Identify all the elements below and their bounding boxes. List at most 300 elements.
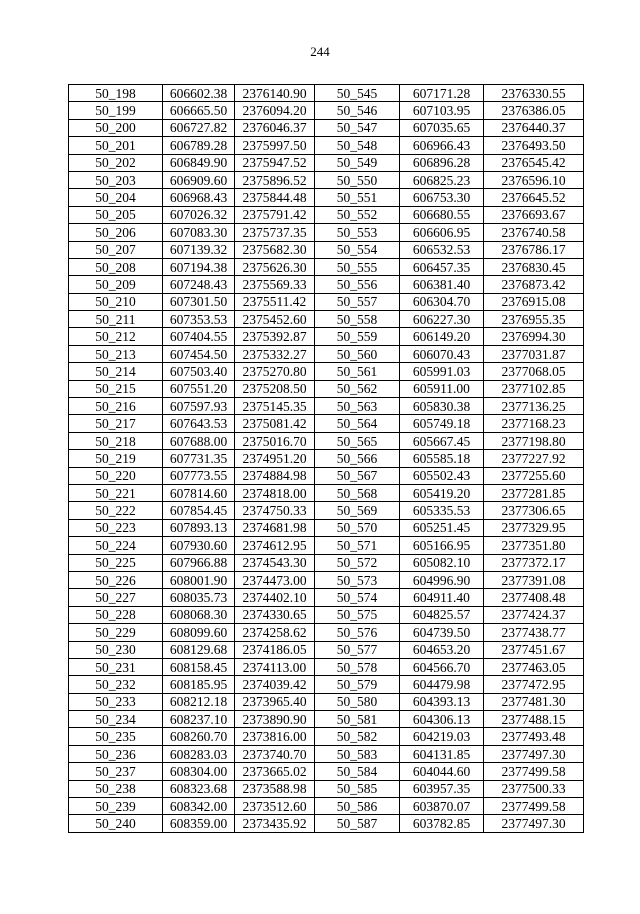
x-left-cell: 606665.50 xyxy=(163,102,235,119)
point-id-left-cell: 50_210 xyxy=(69,293,163,310)
point-id-right-cell: 50_556 xyxy=(315,276,400,293)
point-id-left-cell: 50_226 xyxy=(69,571,163,588)
x-left-cell: 608260.70 xyxy=(163,728,235,745)
x-right-cell: 606304.70 xyxy=(400,293,484,310)
y-left-cell: 2374750.33 xyxy=(235,502,315,519)
point-id-right-cell: 50_548 xyxy=(315,137,400,154)
y-right-cell: 2377499.58 xyxy=(484,763,584,780)
y-left-cell: 2373965.40 xyxy=(235,693,315,710)
x-left-cell: 607773.55 xyxy=(163,467,235,484)
x-left-cell: 608212.18 xyxy=(163,693,235,710)
table-row xyxy=(69,693,584,710)
x-left-cell: 606849.90 xyxy=(163,154,235,171)
y-right-cell: 2377031.87 xyxy=(484,345,584,362)
table-row xyxy=(69,658,584,675)
point-id-right-cell: 50_553 xyxy=(315,224,400,241)
table-row xyxy=(69,276,584,293)
table-row xyxy=(69,328,584,345)
table-row xyxy=(69,224,584,241)
y-left-cell: 2376140.90 xyxy=(235,85,315,102)
y-left-cell: 2375270.80 xyxy=(235,363,315,380)
table-row xyxy=(69,815,584,832)
table-row xyxy=(69,241,584,258)
x-left-cell: 606968.43 xyxy=(163,189,235,206)
x-left-cell: 606909.60 xyxy=(163,171,235,188)
table-row xyxy=(69,745,584,762)
point-id-left-cell: 50_239 xyxy=(69,798,163,815)
y-left-cell: 2375452.60 xyxy=(235,311,315,328)
y-left-cell: 2373665.02 xyxy=(235,763,315,780)
x-left-cell: 607814.60 xyxy=(163,484,235,501)
x-left-cell: 607026.32 xyxy=(163,206,235,223)
y-left-cell: 2375947.52 xyxy=(235,154,315,171)
point-id-left-cell: 50_213 xyxy=(69,345,163,362)
point-id-left-cell: 50_214 xyxy=(69,363,163,380)
table-row xyxy=(69,137,584,154)
y-left-cell: 2374039.42 xyxy=(235,676,315,693)
x-left-cell: 606789.28 xyxy=(163,137,235,154)
x-left-cell: 607643.53 xyxy=(163,415,235,432)
point-id-right-cell: 50_582 xyxy=(315,728,400,745)
y-right-cell: 2376786.17 xyxy=(484,241,584,258)
point-id-right-cell: 50_554 xyxy=(315,241,400,258)
y-left-cell: 2374402.10 xyxy=(235,589,315,606)
y-left-cell: 2373588.98 xyxy=(235,780,315,797)
y-left-cell: 2373512.60 xyxy=(235,798,315,815)
x-right-cell: 604044.60 xyxy=(400,763,484,780)
point-id-left-cell: 50_224 xyxy=(69,537,163,554)
table-row xyxy=(69,711,584,728)
point-id-right-cell: 50_558 xyxy=(315,311,400,328)
x-right-cell: 607035.65 xyxy=(400,119,484,136)
point-id-left-cell: 50_221 xyxy=(69,484,163,501)
y-right-cell: 2376740.58 xyxy=(484,224,584,241)
point-id-right-cell: 50_559 xyxy=(315,328,400,345)
point-id-left-cell: 50_228 xyxy=(69,606,163,623)
x-left-cell: 607194.38 xyxy=(163,258,235,275)
y-right-cell: 2376830.45 xyxy=(484,258,584,275)
point-id-left-cell: 50_207 xyxy=(69,241,163,258)
point-id-left-cell: 50_227 xyxy=(69,589,163,606)
x-left-cell: 607930.60 xyxy=(163,537,235,554)
x-right-cell: 606457.35 xyxy=(400,258,484,275)
y-right-cell: 2377499.58 xyxy=(484,798,584,815)
x-left-cell: 607597.93 xyxy=(163,398,235,415)
x-left-cell: 608342.00 xyxy=(163,798,235,815)
table-row xyxy=(69,311,584,328)
x-right-cell: 605502.43 xyxy=(400,467,484,484)
point-id-right-cell: 50_578 xyxy=(315,658,400,675)
point-id-right-cell: 50_568 xyxy=(315,484,400,501)
x-right-cell: 604393.13 xyxy=(400,693,484,710)
y-left-cell: 2373890.90 xyxy=(235,711,315,728)
y-right-cell: 2377136.25 xyxy=(484,398,584,415)
x-right-cell: 603957.35 xyxy=(400,780,484,797)
coordinates-table xyxy=(68,84,584,833)
point-id-left-cell: 50_198 xyxy=(69,85,163,102)
x-right-cell: 605082.10 xyxy=(400,554,484,571)
point-id-right-cell: 50_580 xyxy=(315,693,400,710)
y-left-cell: 2373740.70 xyxy=(235,745,315,762)
point-id-right-cell: 50_585 xyxy=(315,780,400,797)
point-id-left-cell: 50_238 xyxy=(69,780,163,797)
y-right-cell: 2377424.37 xyxy=(484,606,584,623)
table-row xyxy=(69,589,584,606)
x-left-cell: 607551.20 xyxy=(163,380,235,397)
y-right-cell: 2377408.48 xyxy=(484,589,584,606)
point-id-right-cell: 50_551 xyxy=(315,189,400,206)
y-left-cell: 2375511.42 xyxy=(235,293,315,310)
x-left-cell: 606727.82 xyxy=(163,119,235,136)
table-row xyxy=(69,345,584,362)
y-right-cell: 2377463.05 xyxy=(484,658,584,675)
point-id-left-cell: 50_225 xyxy=(69,554,163,571)
x-left-cell: 607893.13 xyxy=(163,519,235,536)
table-row xyxy=(69,798,584,815)
x-left-cell: 607854.45 xyxy=(163,502,235,519)
point-id-right-cell: 50_567 xyxy=(315,467,400,484)
y-left-cell: 2375569.33 xyxy=(235,276,315,293)
y-right-cell: 2376994.30 xyxy=(484,328,584,345)
y-right-cell: 2377306.65 xyxy=(484,502,584,519)
y-left-cell: 2374258.62 xyxy=(235,624,315,641)
point-id-right-cell: 50_547 xyxy=(315,119,400,136)
table-row xyxy=(69,606,584,623)
x-left-cell: 608185.95 xyxy=(163,676,235,693)
table-row xyxy=(69,537,584,554)
point-id-right-cell: 50_570 xyxy=(315,519,400,536)
point-id-right-cell: 50_581 xyxy=(315,711,400,728)
point-id-left-cell: 50_200 xyxy=(69,119,163,136)
x-right-cell: 605419.20 xyxy=(400,484,484,501)
x-right-cell: 606680.55 xyxy=(400,206,484,223)
y-left-cell: 2375844.48 xyxy=(235,189,315,206)
y-left-cell: 2374186.05 xyxy=(235,641,315,658)
x-left-cell: 607966.88 xyxy=(163,554,235,571)
y-left-cell: 2375737.35 xyxy=(235,224,315,241)
y-right-cell: 2376645.52 xyxy=(484,189,584,206)
x-left-cell: 607404.55 xyxy=(163,328,235,345)
y-right-cell: 2377451.67 xyxy=(484,641,584,658)
y-left-cell: 2375392.87 xyxy=(235,328,315,345)
point-id-left-cell: 50_220 xyxy=(69,467,163,484)
table-row xyxy=(69,189,584,206)
point-id-right-cell: 50_549 xyxy=(315,154,400,171)
x-right-cell: 603870.07 xyxy=(400,798,484,815)
table-row xyxy=(69,415,584,432)
table-row xyxy=(69,554,584,571)
x-right-cell: 604825.57 xyxy=(400,606,484,623)
x-right-cell: 604739.50 xyxy=(400,624,484,641)
y-left-cell: 2375896.52 xyxy=(235,171,315,188)
x-right-cell: 603782.85 xyxy=(400,815,484,832)
y-left-cell: 2374884.98 xyxy=(235,467,315,484)
y-right-cell: 2376693.67 xyxy=(484,206,584,223)
x-right-cell: 606070.43 xyxy=(400,345,484,362)
point-id-left-cell: 50_208 xyxy=(69,258,163,275)
table-row xyxy=(69,85,584,102)
x-right-cell: 607171.28 xyxy=(400,85,484,102)
table-row xyxy=(69,171,584,188)
point-id-left-cell: 50_235 xyxy=(69,728,163,745)
point-id-right-cell: 50_566 xyxy=(315,450,400,467)
point-id-left-cell: 50_211 xyxy=(69,311,163,328)
y-right-cell: 2377255.60 xyxy=(484,467,584,484)
table-row xyxy=(69,624,584,641)
point-id-right-cell: 50_552 xyxy=(315,206,400,223)
x-right-cell: 605251.45 xyxy=(400,519,484,536)
x-right-cell: 604479.98 xyxy=(400,676,484,693)
y-right-cell: 2377481.30 xyxy=(484,693,584,710)
y-right-cell: 2377102.85 xyxy=(484,380,584,397)
x-left-cell: 608068.30 xyxy=(163,606,235,623)
table-row xyxy=(69,119,584,136)
y-right-cell: 2376440.37 xyxy=(484,119,584,136)
y-left-cell: 2374612.95 xyxy=(235,537,315,554)
point-id-left-cell: 50_206 xyxy=(69,224,163,241)
point-id-left-cell: 50_215 xyxy=(69,380,163,397)
x-left-cell: 607353.53 xyxy=(163,311,235,328)
point-id-right-cell: 50_564 xyxy=(315,415,400,432)
x-left-cell: 606602.38 xyxy=(163,85,235,102)
x-right-cell: 605991.03 xyxy=(400,363,484,380)
x-right-cell: 605585.18 xyxy=(400,450,484,467)
point-id-left-cell: 50_217 xyxy=(69,415,163,432)
y-left-cell: 2376094.20 xyxy=(235,102,315,119)
point-id-right-cell: 50_579 xyxy=(315,676,400,693)
x-right-cell: 606227.30 xyxy=(400,311,484,328)
x-right-cell: 605166.95 xyxy=(400,537,484,554)
table-row xyxy=(69,763,584,780)
point-id-left-cell: 50_232 xyxy=(69,676,163,693)
point-id-left-cell: 50_231 xyxy=(69,658,163,675)
point-id-right-cell: 50_577 xyxy=(315,641,400,658)
y-left-cell: 2375997.50 xyxy=(235,137,315,154)
point-id-left-cell: 50_209 xyxy=(69,276,163,293)
table-row xyxy=(69,432,584,449)
y-left-cell: 2375332.27 xyxy=(235,345,315,362)
x-right-cell: 606753.30 xyxy=(400,189,484,206)
point-id-right-cell: 50_574 xyxy=(315,589,400,606)
y-right-cell: 2377497.30 xyxy=(484,815,584,832)
y-right-cell: 2377372.17 xyxy=(484,554,584,571)
table-row xyxy=(69,450,584,467)
point-id-left-cell: 50_233 xyxy=(69,693,163,710)
x-right-cell: 606532.53 xyxy=(400,241,484,258)
table-row xyxy=(69,380,584,397)
y-left-cell: 2374681.98 xyxy=(235,519,315,536)
x-right-cell: 605830.38 xyxy=(400,398,484,415)
point-id-left-cell: 50_222 xyxy=(69,502,163,519)
point-id-left-cell: 50_223 xyxy=(69,519,163,536)
y-right-cell: 2377351.80 xyxy=(484,537,584,554)
x-right-cell: 605749.18 xyxy=(400,415,484,432)
coordinates-table-body xyxy=(69,85,584,833)
y-right-cell: 2376330.55 xyxy=(484,85,584,102)
x-right-cell: 606606.95 xyxy=(400,224,484,241)
table-row xyxy=(69,363,584,380)
x-left-cell: 607083.30 xyxy=(163,224,235,241)
table-row xyxy=(69,258,584,275)
y-right-cell: 2377198.80 xyxy=(484,432,584,449)
point-id-left-cell: 50_234 xyxy=(69,711,163,728)
y-right-cell: 2376955.35 xyxy=(484,311,584,328)
y-left-cell: 2375208.50 xyxy=(235,380,315,397)
point-id-right-cell: 50_555 xyxy=(315,258,400,275)
x-left-cell: 608359.00 xyxy=(163,815,235,832)
point-id-left-cell: 50_216 xyxy=(69,398,163,415)
point-id-right-cell: 50_583 xyxy=(315,745,400,762)
y-left-cell: 2374543.30 xyxy=(235,554,315,571)
point-id-left-cell: 50_212 xyxy=(69,328,163,345)
y-left-cell: 2373435.92 xyxy=(235,815,315,832)
table-row xyxy=(69,571,584,588)
point-id-right-cell: 50_569 xyxy=(315,502,400,519)
x-right-cell: 606149.20 xyxy=(400,328,484,345)
y-left-cell: 2375626.30 xyxy=(235,258,315,275)
table-row xyxy=(69,502,584,519)
y-right-cell: 2377281.85 xyxy=(484,484,584,501)
y-right-cell: 2377391.08 xyxy=(484,571,584,588)
x-left-cell: 608099.60 xyxy=(163,624,235,641)
x-left-cell: 607248.43 xyxy=(163,276,235,293)
y-left-cell: 2375016.70 xyxy=(235,432,315,449)
y-right-cell: 2377168.23 xyxy=(484,415,584,432)
x-left-cell: 608323.68 xyxy=(163,780,235,797)
y-right-cell: 2377488.15 xyxy=(484,711,584,728)
point-id-left-cell: 50_201 xyxy=(69,137,163,154)
x-left-cell: 607301.50 xyxy=(163,293,235,310)
x-right-cell: 606896.28 xyxy=(400,154,484,171)
page-number: 244 xyxy=(310,44,330,59)
y-right-cell: 2376873.42 xyxy=(484,276,584,293)
y-left-cell: 2374330.65 xyxy=(235,606,315,623)
point-id-right-cell: 50_557 xyxy=(315,293,400,310)
point-id-left-cell: 50_199 xyxy=(69,102,163,119)
x-left-cell: 608158.45 xyxy=(163,658,235,675)
x-left-cell: 607454.50 xyxy=(163,345,235,362)
point-id-right-cell: 50_571 xyxy=(315,537,400,554)
point-id-right-cell: 50_584 xyxy=(315,763,400,780)
table-row xyxy=(69,780,584,797)
y-right-cell: 2376493.50 xyxy=(484,137,584,154)
table-row xyxy=(69,293,584,310)
x-right-cell: 604653.20 xyxy=(400,641,484,658)
y-right-cell: 2377472.95 xyxy=(484,676,584,693)
point-id-left-cell: 50_219 xyxy=(69,450,163,467)
x-right-cell: 606381.40 xyxy=(400,276,484,293)
point-id-right-cell: 50_576 xyxy=(315,624,400,641)
y-right-cell: 2376545.42 xyxy=(484,154,584,171)
table-row xyxy=(69,519,584,536)
y-left-cell: 2374951.20 xyxy=(235,450,315,467)
x-left-cell: 607688.00 xyxy=(163,432,235,449)
x-left-cell: 608001.90 xyxy=(163,571,235,588)
point-id-left-cell: 50_204 xyxy=(69,189,163,206)
point-id-right-cell: 50_545 xyxy=(315,85,400,102)
y-left-cell: 2375081.42 xyxy=(235,415,315,432)
y-right-cell: 2376915.08 xyxy=(484,293,584,310)
y-left-cell: 2376046.37 xyxy=(235,119,315,136)
x-left-cell: 608304.00 xyxy=(163,763,235,780)
x-right-cell: 606966.43 xyxy=(400,137,484,154)
table-row xyxy=(69,154,584,171)
point-id-right-cell: 50_565 xyxy=(315,432,400,449)
x-left-cell: 607731.35 xyxy=(163,450,235,467)
table-row xyxy=(69,676,584,693)
x-left-cell: 607139.32 xyxy=(163,241,235,258)
point-id-right-cell: 50_550 xyxy=(315,171,400,188)
table-row xyxy=(69,641,584,658)
table-row xyxy=(69,484,584,501)
x-right-cell: 604911.40 xyxy=(400,589,484,606)
y-left-cell: 2375791.42 xyxy=(235,206,315,223)
point-id-right-cell: 50_586 xyxy=(315,798,400,815)
x-right-cell: 604996.90 xyxy=(400,571,484,588)
x-left-cell: 607503.40 xyxy=(163,363,235,380)
y-right-cell: 2377500.33 xyxy=(484,780,584,797)
table-row xyxy=(69,728,584,745)
point-id-right-cell: 50_572 xyxy=(315,554,400,571)
point-id-left-cell: 50_237 xyxy=(69,763,163,780)
x-right-cell: 605911.00 xyxy=(400,380,484,397)
y-right-cell: 2376386.05 xyxy=(484,102,584,119)
x-right-cell: 607103.95 xyxy=(400,102,484,119)
y-left-cell: 2375145.35 xyxy=(235,398,315,415)
x-right-cell: 604219.03 xyxy=(400,728,484,745)
x-right-cell: 606825.23 xyxy=(400,171,484,188)
x-right-cell: 605667.45 xyxy=(400,432,484,449)
table-row xyxy=(69,398,584,415)
point-id-right-cell: 50_546 xyxy=(315,102,400,119)
point-id-left-cell: 50_236 xyxy=(69,745,163,762)
y-left-cell: 2374113.00 xyxy=(235,658,315,675)
y-left-cell: 2374473.00 xyxy=(235,571,315,588)
point-id-right-cell: 50_560 xyxy=(315,345,400,362)
point-id-left-cell: 50_230 xyxy=(69,641,163,658)
table-row xyxy=(69,467,584,484)
y-right-cell: 2377497.30 xyxy=(484,745,584,762)
point-id-right-cell: 50_575 xyxy=(315,606,400,623)
point-id-right-cell: 50_563 xyxy=(315,398,400,415)
y-right-cell: 2377068.05 xyxy=(484,363,584,380)
x-left-cell: 608035.73 xyxy=(163,589,235,606)
y-left-cell: 2374818.00 xyxy=(235,484,315,501)
point-id-right-cell: 50_562 xyxy=(315,380,400,397)
point-id-left-cell: 50_202 xyxy=(69,154,163,171)
point-id-right-cell: 50_587 xyxy=(315,815,400,832)
point-id-left-cell: 50_205 xyxy=(69,206,163,223)
point-id-left-cell: 50_240 xyxy=(69,815,163,832)
table-row xyxy=(69,206,584,223)
x-right-cell: 604131.85 xyxy=(400,745,484,762)
y-right-cell: 2377227.92 xyxy=(484,450,584,467)
y-right-cell: 2377438.77 xyxy=(484,624,584,641)
y-left-cell: 2373816.00 xyxy=(235,728,315,745)
point-id-right-cell: 50_561 xyxy=(315,363,400,380)
x-left-cell: 608129.68 xyxy=(163,641,235,658)
x-right-cell: 605335.53 xyxy=(400,502,484,519)
point-id-right-cell: 50_573 xyxy=(315,571,400,588)
y-right-cell: 2376596.10 xyxy=(484,171,584,188)
x-left-cell: 608237.10 xyxy=(163,711,235,728)
y-right-cell: 2377493.48 xyxy=(484,728,584,745)
x-right-cell: 604566.70 xyxy=(400,658,484,675)
y-left-cell: 2375682.30 xyxy=(235,241,315,258)
x-right-cell: 604306.13 xyxy=(400,711,484,728)
point-id-left-cell: 50_203 xyxy=(69,171,163,188)
y-right-cell: 2377329.95 xyxy=(484,519,584,536)
